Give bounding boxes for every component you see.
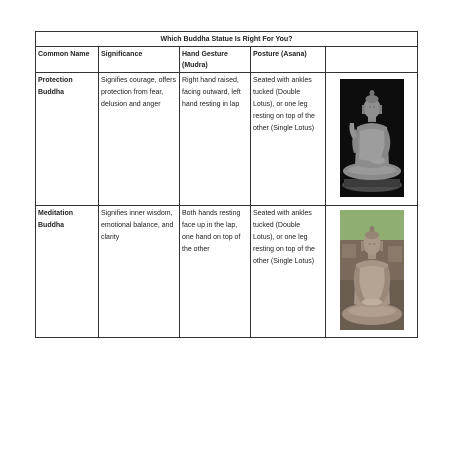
- table-title-row: [36, 32, 418, 47]
- table-row: [36, 206, 418, 338]
- header-posture: Posture (Asana): [251, 47, 326, 73]
- header-significance: Significance: [99, 47, 180, 73]
- header-hand-gesture: Hand Gesture (Mudra): [180, 47, 251, 73]
- image-cell: [326, 206, 418, 338]
- table-title: Which Buddha Statue Is Right For You?: [36, 32, 418, 47]
- image-cell: [326, 73, 418, 206]
- buddha-comparison-table: [35, 31, 418, 338]
- protection-buddha-statue-image: [340, 79, 404, 197]
- table-header-row: [36, 47, 418, 73]
- header-image: [326, 47, 418, 73]
- hand-gesture-cell: Right hand raised, facing outward, left hand resting in lap: [180, 73, 251, 206]
- common-name-cell: Meditation Buddha: [36, 206, 99, 338]
- common-name-cell: Protection Buddha: [36, 73, 99, 206]
- meditation-buddha-statue-image: [340, 210, 404, 330]
- significance-cell: Signifies inner wisdom, emotional balance, and clarity: [99, 206, 180, 338]
- posture-cell: Seated with ankles tucked (Double Lotus), or one leg resting on top of the other (Single Lotus): [251, 206, 326, 338]
- table-row: [36, 73, 418, 206]
- header-common-name: Common Name: [36, 47, 99, 73]
- significance-cell: Signifies courage, offers protection from fear, delusion and anger: [99, 73, 180, 206]
- posture-cell: Seated with ankles tucked (Double Lotus), or one leg resting on top of the other (Single Lotus): [251, 73, 326, 206]
- hand-gesture-cell: Both hands resting face up in the lap, one hand on top of the other: [180, 206, 251, 338]
